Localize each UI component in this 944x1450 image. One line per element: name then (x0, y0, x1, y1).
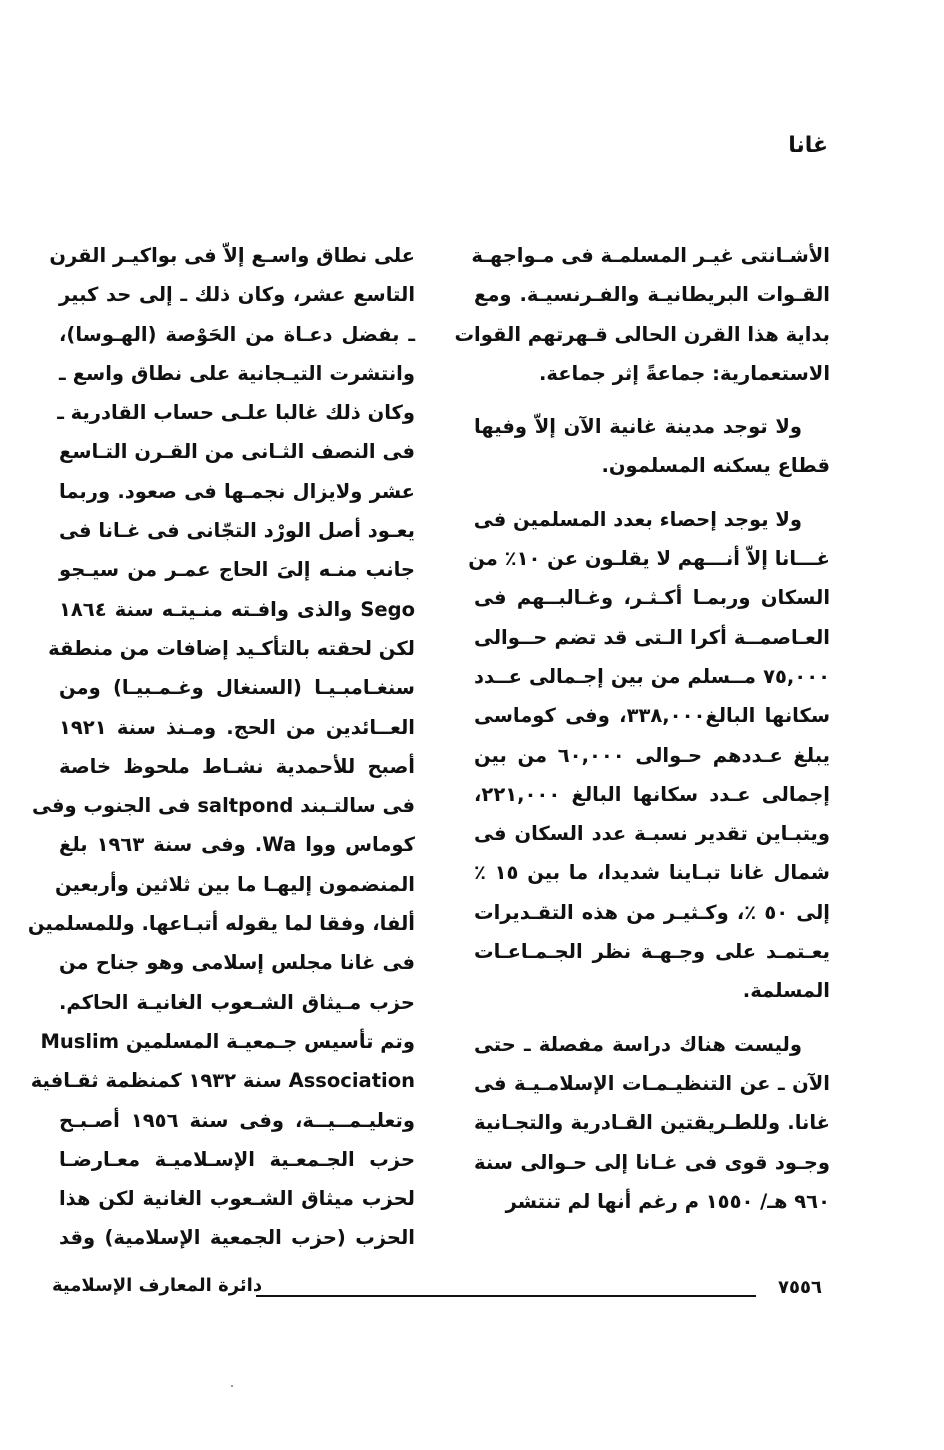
text-line: على نطاق واسـع إلاّ فى بواكيـر القرن (49, 244, 415, 267)
text-line: حزب مـيثاق الشـعوب الغانيـة الحاكم. (59, 990, 415, 1014)
text-line: Sego والذى وافـته منـيتـه سنة ١٨٦٤ (59, 597, 415, 621)
text-line: ألفا، وفقا لما يقوله أتبـاعها. وللمسلمين (27, 912, 415, 936)
page-number: ٧٥٥٦ (778, 1277, 822, 1298)
text-line: العـاصمــة أكرا الـتى قد تضم حــوالى (474, 625, 830, 649)
text-line: ويتبـاين تقدير نسبـة عدد السكان فى (474, 822, 830, 846)
text-line: وليست هناك دراسة مفصلة ـ حتى (474, 1032, 802, 1056)
text-line: فى النصف الثـانى من القـرن التـاسع (59, 440, 415, 464)
text-line: ولا توجد مدينة غانية الآن إلاّ وفيها (474, 415, 802, 439)
text-line: الاستعمارية: جماعةً إثر جماعة. (538, 361, 830, 385)
text-line: التاسع عشر، وكان ذلك ـ إلى حد كبير (59, 283, 415, 307)
publication-title: دائرة المعارف الإسلامية (52, 1275, 263, 1296)
text-line: عشر ولايزال نجمـها فى صعود. وربما (59, 479, 415, 503)
text-line: حزب الجـمعـية الإسـلاميـة معـارضـا (59, 1147, 415, 1171)
text-line: الحزب (حزب الجمعية الإسلامية) وقد (59, 1226, 415, 1250)
paragraph-gap (474, 393, 830, 407)
text-line: إلى ٥٠ ٪، وكـثيـر من هذه التقـديرات (474, 900, 830, 924)
text-line: ٩٦٠ هـ/ ١٥٥٠ م رغم أنها لم تنتشر (505, 1189, 830, 1213)
text-line: ولا يوجد إحصاء بعدد المسلمين فى (473, 507, 802, 531)
text-line: السكان وربمـا أكـثـر، وغـالبــهم فى (474, 586, 830, 610)
text-line: غـــانا إلاّ أنـــهم لا يقلـون عن ١٠٪ من (468, 547, 830, 571)
text-line: لحزب ميثاق الشـعوب الغانية لكن هذا (59, 1187, 415, 1211)
text-line: وجـود قوى فى غـانا إلى حـوالى سنة (474, 1150, 830, 1174)
right-column (454, 236, 831, 1221)
text-line: فى سالتـبند saltpond فى الجنوب وفى (31, 794, 415, 818)
scan-speck (231, 1385, 233, 1387)
text-line: غانا. وللطـريقتين القـادرية والتجـانية (474, 1111, 830, 1135)
text-line: بداية هذا القرن الحالى قـهرتهم القوات (454, 322, 830, 346)
text-line: كوماس ووا Wa. وفى سنة ١٩٦٣ بلغ (59, 833, 415, 857)
text-line: ـ بفضل دعـاة من الحَوْصة (الهـوسا)، (59, 322, 415, 346)
text-line: أصبح للأحمدية نشـاط ملحوظ خاصة (59, 754, 415, 778)
text-line: جانب منـه إلىَ الحاج عمـر من سيـجو (59, 558, 415, 582)
text-line: إجمالى عـدد سكانها البالغ ٢٢١,٠٠٠، (474, 782, 830, 806)
paragraph-gap (474, 486, 830, 500)
text-line: سكانها البالغ٣٣٨,٠٠٠، وفى كوماسى (474, 704, 831, 728)
text-line: Association سنة ١٩٣٢ كمنظمة ثقـافية (30, 1069, 415, 1093)
text-line: وتعليـمــيــة، وفى سنة ١٩٥٦ أصـبـح (59, 1108, 415, 1132)
text-line: الآن ـ عن التنظيـمـات الإسلامـيـة فى (474, 1071, 830, 1095)
text-line: يعـتمـد على وجـهـة نظر الجـمـاعـات (474, 940, 830, 964)
footer-rule (256, 1295, 756, 1297)
text-line: المنضمون إليهـا ما بين ثلاثين وأربعين (54, 872, 415, 896)
text-line: قطاع يسكنه المسلمون. (601, 454, 830, 478)
text-line: لكن لحقته بالتأكـيد إضافات من منطقة (48, 636, 415, 660)
running-title: غانا (788, 133, 828, 158)
text-line: يعـود أصل الورْد التجّانى فى غـانا فى (59, 519, 415, 543)
text-line: يبلغ عـددهم حـوالى ٦٠,٠٠٠ من بين (474, 743, 830, 767)
text-line: وكان ذلك غالبا علـى حساب القادرية ـ (57, 401, 415, 425)
text-line: شمال غانا تبـاينا شديدا، ما بين ١٥ ٪ (474, 861, 830, 885)
text-line: المسلمة. (742, 979, 830, 1003)
text-line: وانتشرت التيـجانية على نطاق واسع ـ (59, 361, 415, 385)
text-line: الأشـانتى غيـر المسلمـة فى مـواجهـة (471, 244, 830, 267)
text-line: سنغـامبـيـا (السنغال وغـمـبيـا) ومن (59, 676, 415, 700)
text-line: ٧٥,٠٠٠ مــسلم من بين إجـمالى عــدد (474, 664, 830, 688)
paragraph-gap (474, 1011, 830, 1025)
text-line: فى غانا مجلس إسلامى وهو جناح من (59, 951, 415, 975)
text-line: القـوات البريطانيـة والفـرنسيـة. ومع (474, 283, 830, 307)
text-line: وتم تأسيس جـمعيـة المسلمين Muslim (40, 1029, 415, 1053)
left-column (27, 236, 415, 1258)
text-line: العــائدين من الحج. ومـنذ سنة ١٩٢١ (59, 715, 415, 739)
